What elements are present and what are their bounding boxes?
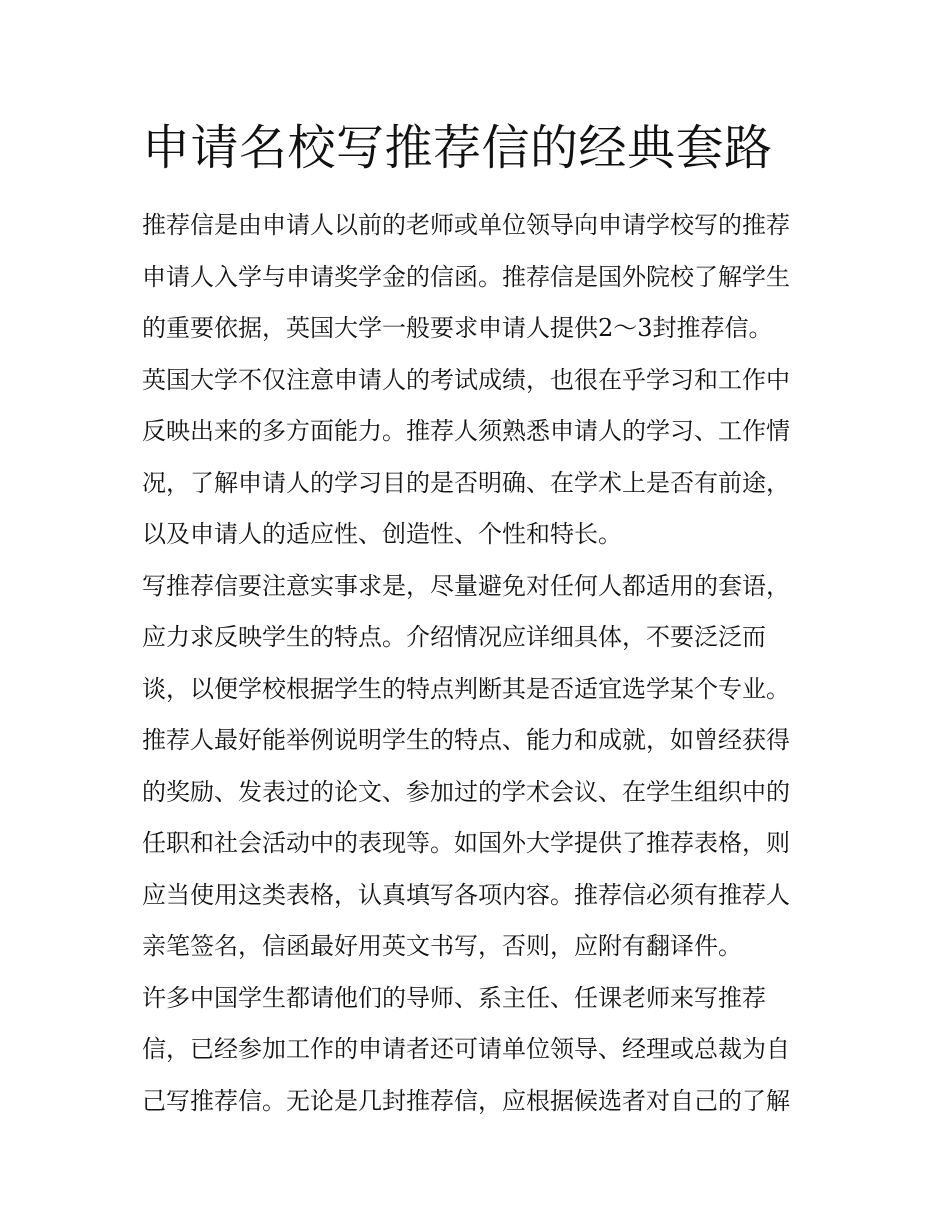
text-line: 推荐人最好能举例说明学生的特点、能力和成就，如曾经获得 <box>142 726 790 754</box>
text-line: 英国大学不仅注意申请人的考试成绩，也很在乎学习和工作中 <box>142 365 790 394</box>
text-line: 许多中国学生都请他们的导师、系主任、任课老师来写推荐 <box>142 983 766 1012</box>
text-line: 己写推荐信。无论是几封推荐信，应根据候选者对自己的了解 <box>142 1086 790 1115</box>
text-line: 以及申请人的适应性、创造性、个性和特长。 <box>142 520 622 548</box>
text-line: 信，已经参加工作的申请者还可请单位领导、经理或总裁为自 <box>142 1035 790 1063</box>
text-line: 反映出来的多方面能力。推荐人须熟悉申请人的学习、工作情 <box>142 417 790 445</box>
text-line: 亲笔签名，信函最好用英文书写，否则，应附有翻译件。 <box>142 932 742 960</box>
text-line: 况，了解申请人的学习目的是否明确、在学术上是否有前途， <box>142 468 790 497</box>
text-line: 应力求反映学生的特点。介绍情况应详细具体，不要泛泛而 <box>142 623 766 651</box>
text-line: 任职和社会活动中的表现等。如国外大学提供了推荐表格，则 <box>142 829 790 857</box>
document-title: 申请名校写推荐信的经典套路 <box>142 120 773 176</box>
text-line: 谈，以便学校根据学生的特点判断其是否适宜选学某个专业。 <box>142 674 790 703</box>
document-body <box>142 200 822 1127</box>
text-line: 推荐信是由申请人以前的老师或单位领导向申请学校写的推荐 <box>142 211 790 239</box>
text-line: 写推荐信要注意实事求是，尽量避免对任何人都适用的套语， <box>142 571 790 600</box>
text-line: 的重要依据，英国大学一般要求申请人提供2～3封推荐信。 <box>142 314 773 342</box>
text-line: 申请人入学与申请奖学金的信函。推荐信是国外院校了解学生 <box>142 262 790 291</box>
text-line: 的奖励、发表过的论文、参加过的学术会议、在学生组织中的 <box>142 777 790 806</box>
text-line: 应当使用这类表格，认真填写各项内容。推荐信必须有推荐人 <box>142 880 790 909</box>
